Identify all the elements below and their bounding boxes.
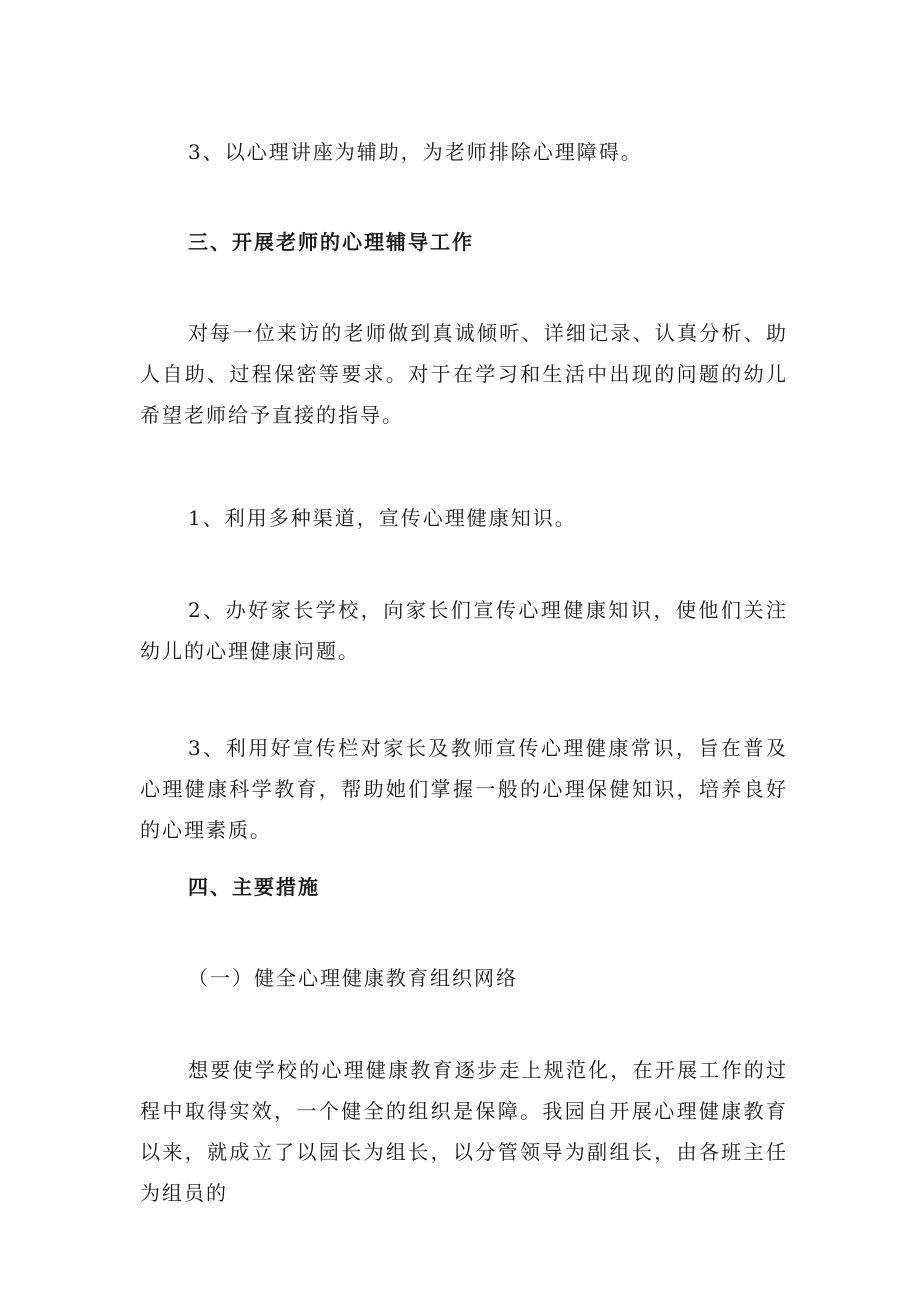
item-2-parent-school: 2、办好家长学校，向家长们宣传心理健康知识，使他们关注幼儿的心理健康问题。: [140, 598, 788, 663]
section-4-heading: 四、主要措施: [188, 875, 320, 899]
item-3-lecture: 3、以心理讲座为辅助，为老师排除心理障碍。: [188, 140, 643, 164]
section-3-heading: 三、开展老师的心理辅导工作: [188, 230, 474, 254]
organization-paragraph: 想要使学校的心理健康教育逐步走上规范化，在开展工作的过程中取得实效，一个健全的组织是保障。我园自开展心理健康教育以来，就成立了以园长为组长，以分管领导为副组长，由各班主任为组员的: [140, 1058, 788, 1205]
counseling-paragraph: 对每一位来访的老师做到真诚倾听、详细记录、认真分析、助人自助、过程保密等要求。对于在学习和生活中出现的问题的幼儿希望老师给予直接的指导。: [140, 321, 788, 427]
subsection-1-heading: （一）健全心理健康教育组织网络: [188, 966, 518, 990]
item-1-channels: 1、利用多种渠道，宣传心理健康知识。: [188, 506, 577, 530]
item-3-bulletin: 3、利用好宣传栏对家长及教师宣传心理健康常识，旨在普及心理健康科学教育，帮助她们掌握一般的心理保健知识，培养良好的心理素质。: [140, 736, 788, 842]
